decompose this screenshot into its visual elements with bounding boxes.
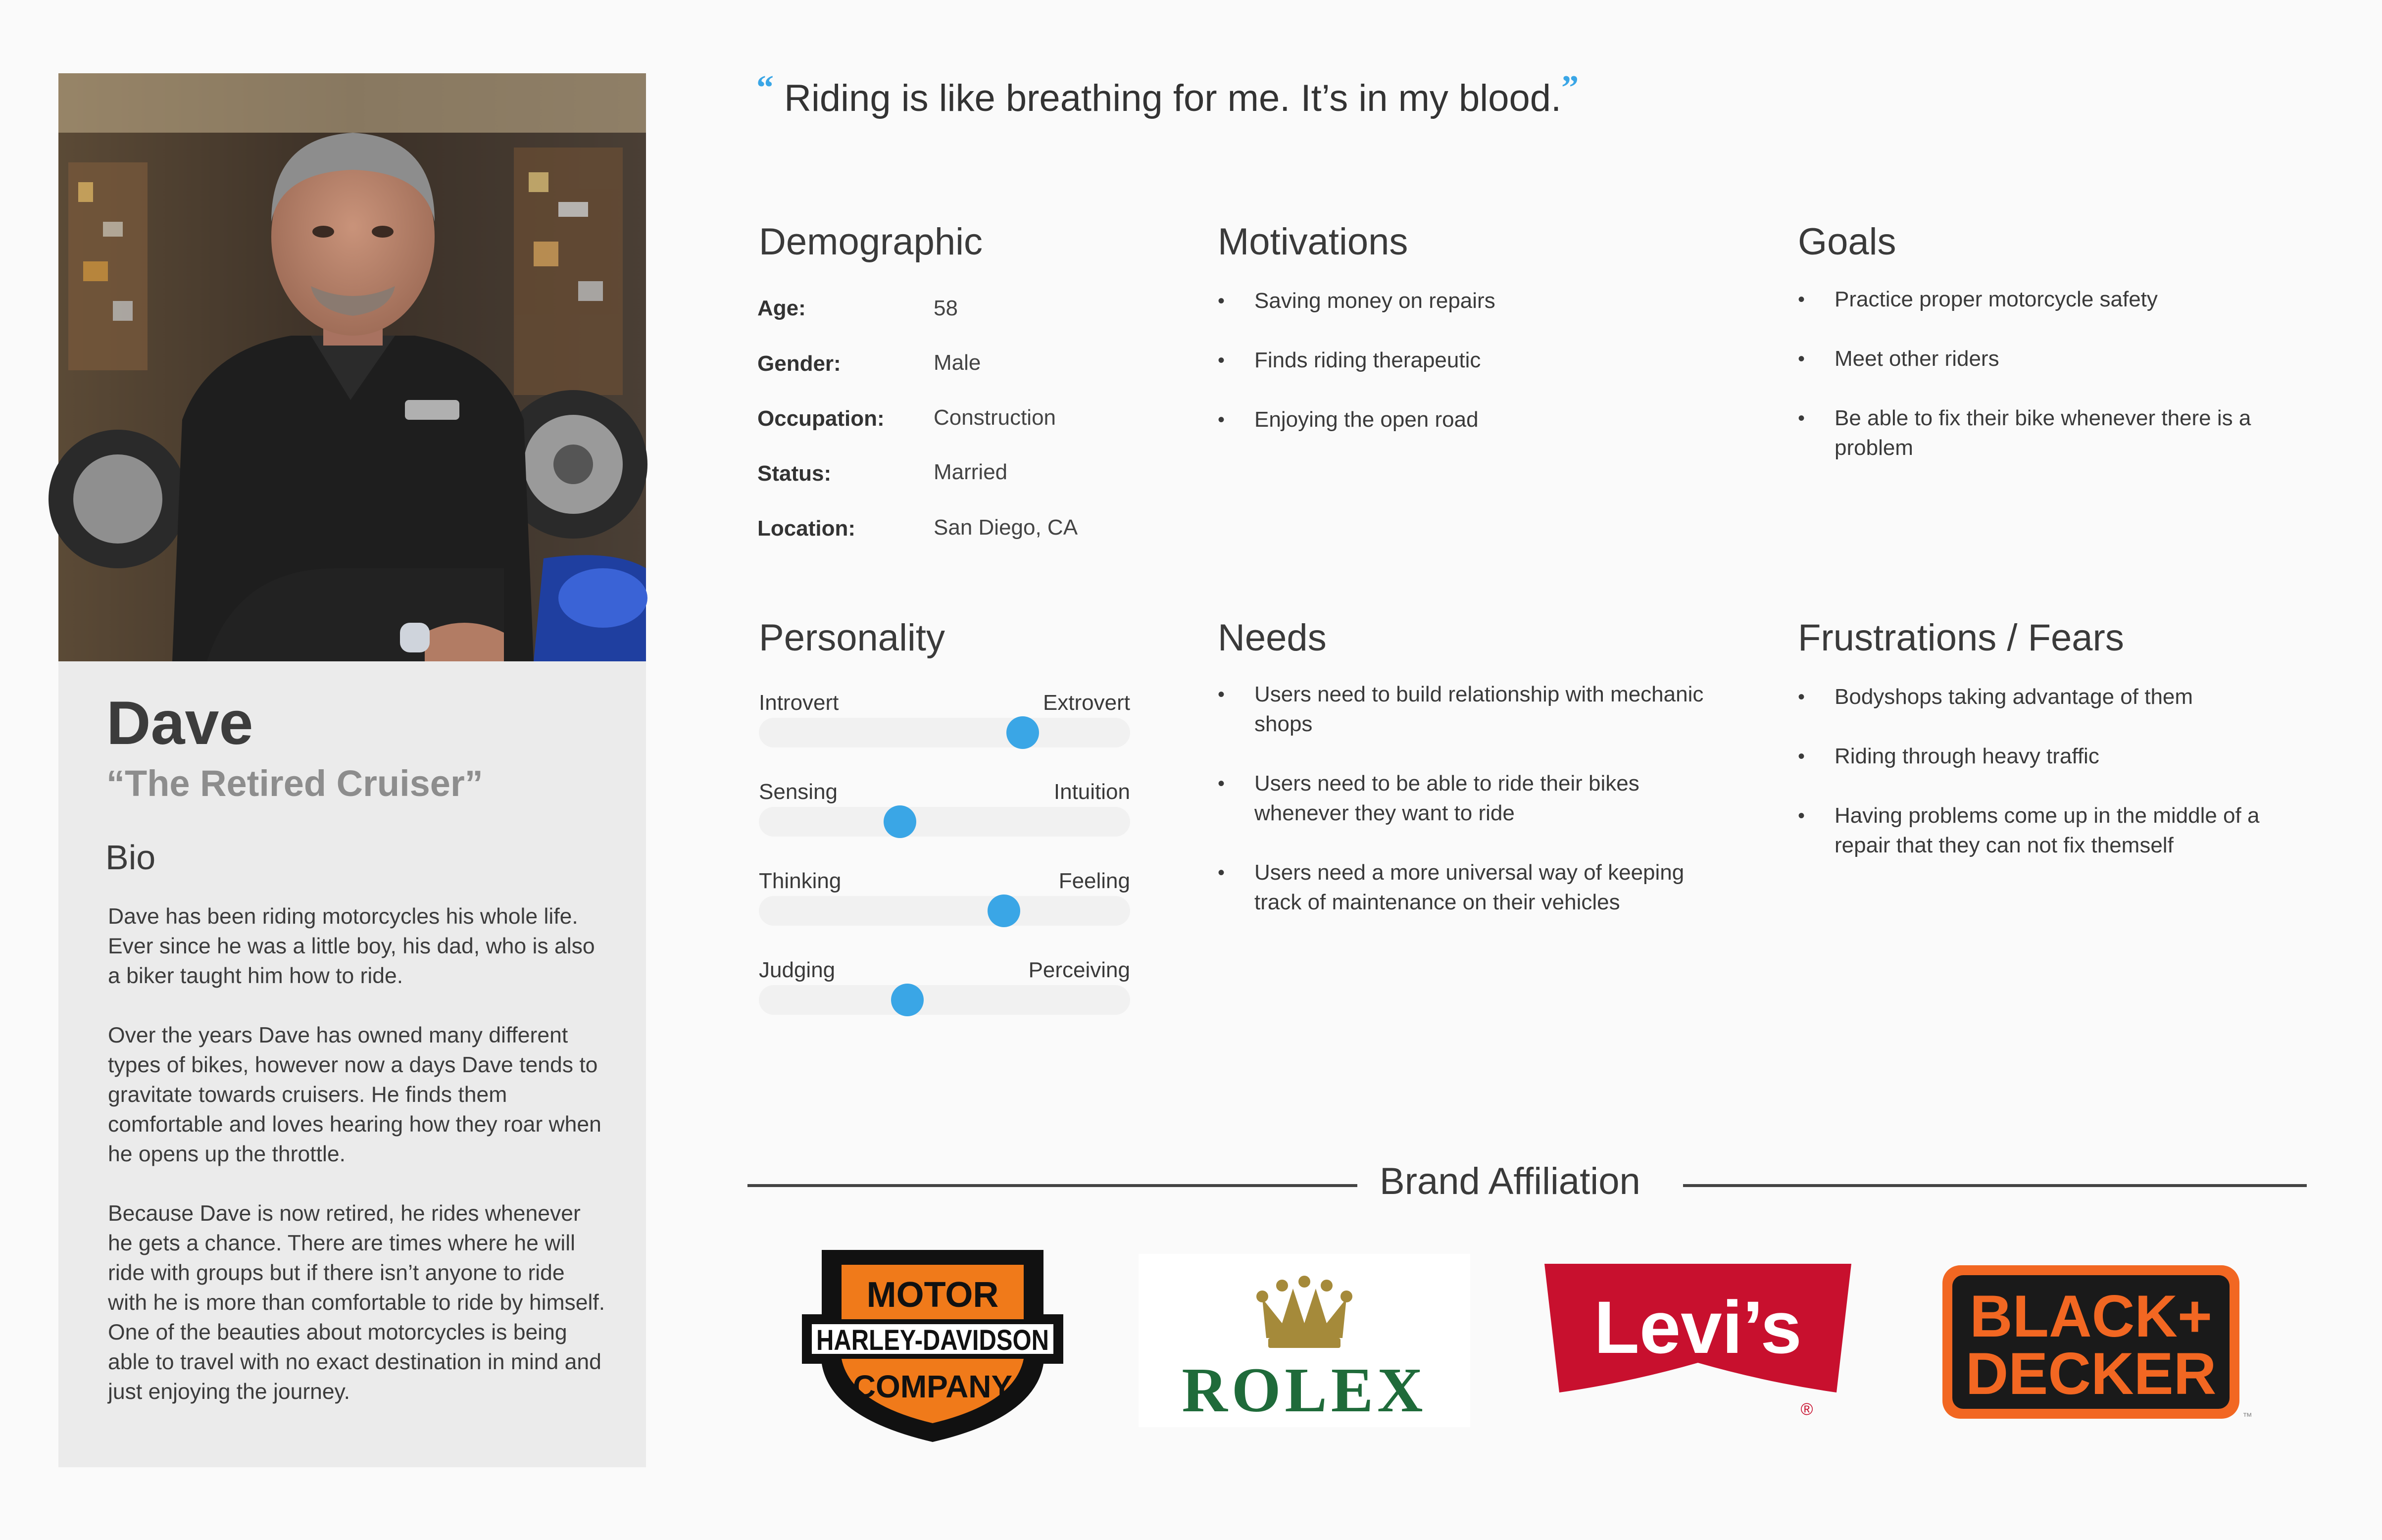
personality-scales — [759, 691, 1130, 1027]
demographic-value: Married — [934, 460, 1008, 484]
demographic-heading: Demographic — [759, 221, 983, 263]
levis-logo — [1544, 1264, 1851, 1422]
demographic-label: Gender: — [757, 351, 841, 376]
levis-text: Levi’s — [1594, 1286, 1802, 1369]
bio-paragraph: Over the years Dave has owned many different types of bikes, however now a days Dave tends to gravitate towards cruisers. He finds them comfortable and loves hearing how they roar when he opens up the throttle. — [108, 1023, 601, 1166]
needs-heading: Needs — [1218, 617, 1327, 659]
scale-left-label: Judging — [759, 958, 836, 982]
demographic-label: Location: — [757, 516, 855, 541]
bio-heading: Bio — [105, 838, 156, 877]
persona-quote — [756, 69, 1579, 120]
rolex-text: ROLEX — [1182, 1355, 1427, 1425]
demographic-value: Male — [934, 350, 981, 375]
demographic-value: Construction — [934, 405, 1056, 430]
personality-scale — [759, 958, 1130, 1032]
profile-photo — [58, 73, 646, 661]
persona-nickname: “The Retired Cruiser” — [106, 763, 483, 804]
scale-track[interactable] — [759, 896, 1130, 926]
slider-thumb[interactable] — [988, 894, 1020, 927]
personality-scale — [759, 691, 1130, 765]
harley-davidson-logo — [802, 1240, 1063, 1442]
close-quote-icon: ” — [1561, 69, 1579, 107]
levis-registered-mark: ® — [1800, 1400, 1813, 1419]
bio-paragraph: Dave has been riding motorcycles his whole life. Ever since he was a little boy, his dad, who is also a biker taught him how to ride. — [108, 904, 595, 988]
scale-track[interactable] — [759, 718, 1130, 747]
personality-scale — [759, 780, 1130, 854]
frustrations-list — [1798, 682, 2308, 860]
black-decker-line1: BLACK+ — [1969, 1283, 2213, 1349]
list-item: • Enjoying the open road — [1218, 407, 1479, 432]
demographic-label: Status: — [757, 461, 832, 486]
persona-name: Dave — [106, 689, 253, 757]
needs-list — [1218, 680, 1733, 917]
bio-text — [108, 902, 608, 1437]
demographic-label: Occupation: — [757, 406, 885, 431]
black-decker-tm: ™ — [2242, 1411, 2252, 1422]
slider-thumb[interactable] — [1006, 716, 1039, 749]
divider — [1683, 1184, 2307, 1187]
scale-right-label: Extrovert — [1042, 691, 1130, 715]
list-item: • Users need to be able to ride their bikes whenever they want to ride — [1218, 771, 1639, 825]
list-item: • Saving money on repairs — [1218, 289, 1495, 313]
list-item: • Practice proper motorcycle safety — [1798, 287, 2158, 311]
personality-heading: Personality — [759, 617, 945, 659]
quote-text: Riding is like breathing for me. It’s in my blood. — [784, 77, 1562, 119]
rolex-logo — [1139, 1254, 1470, 1427]
scale-right-label: Feeling — [1058, 869, 1130, 893]
scale-right-label: Perceiving — [1028, 958, 1130, 982]
open-quote-icon: “ — [756, 69, 774, 107]
scale-left-label: Thinking — [759, 869, 842, 893]
slider-thumb[interactable] — [884, 805, 916, 838]
frustrations-heading: Frustrations / Fears — [1798, 617, 2124, 659]
brand-affiliation-heading: Brand Affiliation — [1380, 1160, 1640, 1202]
personality-scale — [759, 869, 1130, 943]
list-item: • Bodyshops taking advantage of them — [1798, 685, 2193, 709]
motivations-heading: Motivations — [1218, 221, 1408, 263]
scale-left-label: Introvert — [759, 691, 839, 715]
harley-motor-text: MOTOR — [866, 1275, 999, 1315]
scale-track[interactable] — [759, 985, 1130, 1015]
list-item: • Riding through heavy traffic — [1798, 744, 2099, 768]
demographic-value: San Diego, CA — [934, 515, 1078, 540]
goals-list — [1798, 285, 2323, 463]
list-item: • Finds riding therapeutic — [1218, 348, 1481, 372]
bio-paragraph: Because Dave is now retired, he rides whenever he gets a chance. There are times where he will ride with groups but if there isn’t anyone to ride with he is more than comfortable to ride by himself. One of the beauties about motorcycles is being able to travel with no exact destination in mind and just enjoying the journey. — [108, 1201, 605, 1404]
list-item: • Meet other riders — [1798, 347, 1999, 371]
list-item: • Users need to build relationship with mechanic shops — [1218, 682, 1704, 736]
scale-right-label: Intuition — [1053, 780, 1130, 804]
list-item: • Having problems come up in the middle of a repair that they can not fix themself — [1798, 803, 2260, 857]
goals-heading: Goals — [1798, 221, 1896, 263]
list-item: • Users need a more universal way of keeping track of maintenance on their vehicles — [1218, 860, 1685, 914]
list-item: • Be able to fix their bike whenever there is a problem — [1798, 406, 2251, 460]
black-decker-line2: DECKER — [1965, 1341, 2217, 1407]
demographic-label: Age: — [757, 296, 806, 320]
black-decker-logo — [1939, 1262, 2256, 1431]
divider — [747, 1184, 1357, 1187]
scale-left-label: Sensing — [759, 780, 838, 804]
harley-company-text: COMPANY — [852, 1369, 1013, 1404]
scale-track[interactable] — [759, 807, 1130, 837]
motivations-list — [1218, 286, 1663, 435]
demographic-value: 58 — [934, 296, 958, 320]
harley-name-text: HARLEY-DAVIDSON — [816, 1324, 1049, 1356]
slider-thumb[interactable] — [891, 984, 924, 1016]
